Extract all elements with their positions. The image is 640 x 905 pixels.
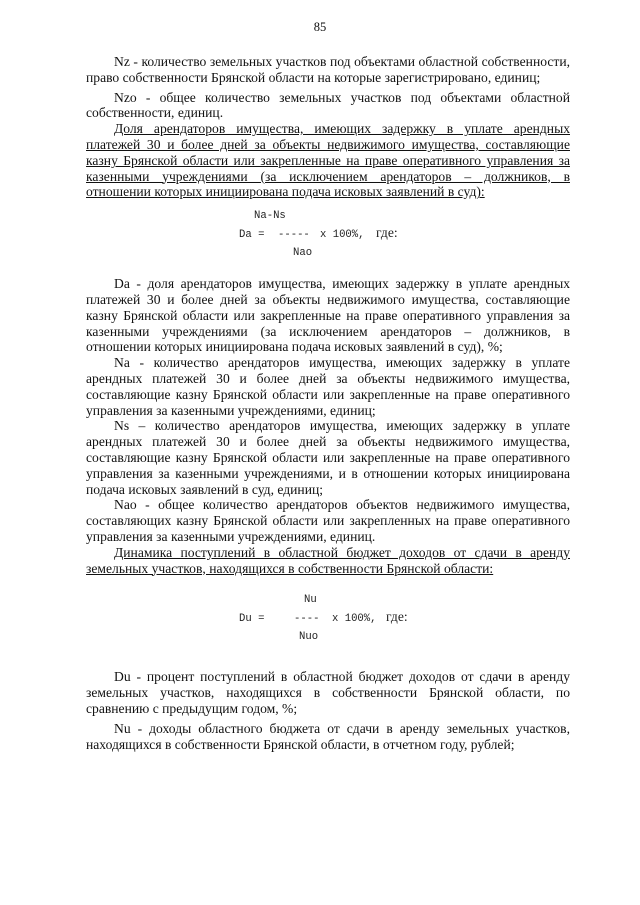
- formula-du-lhs: Du =: [239, 613, 265, 626]
- definition-na: Na - количество арендаторов имущества, имеющих задержку в уплате арендных платежей 30 и более дней за объекты недвижимого имущества, составляющие казну Брянской области или закрепленные на праве оперативного управления за казенными учреждениями, единиц;: [86, 355, 570, 418]
- heading-revenue-dynamics: [86, 545, 570, 577]
- formula-da-times: x 100%,: [320, 229, 365, 242]
- formula-da-numerator: Na-Ns: [254, 210, 286, 223]
- definition-nzo: Nzo - общее количество земельных участков под объектами областной собственности, единиц.: [86, 89, 570, 121]
- formula-da-denominator: Nao: [293, 247, 313, 260]
- heading-revenue-dynamics-text: Динамика поступлений в областной бюджет доходов от сдачи в аренду земельных участков, находящихся в собственности Брянской области:: [86, 544, 570, 576]
- formula-du-times: x 100%,: [332, 613, 377, 626]
- heading-tenants-share-text: Доля арендаторов имущества, имеющих задержку в уплате арендных платежей 30 и более дней за объекты недвижимого имущества, составляющие казну Брянской области или закрепленные на праве оперативного управления за казенными учреждениями (за исключением арендаторов – должников, в отношении которых инициирована подача исковых заявлений в суд):: [86, 121, 570, 200]
- definition-du: Du - процент поступлений в областной бюджет доходов от сдачи в аренду земельных участков, находящихся в собственности Брянской области, по сравнению с предыдущим годом, %;: [86, 669, 570, 716]
- formula-du-denominator: Nuo: [299, 631, 319, 644]
- formula-du-bar: ----: [294, 613, 320, 626]
- formula-du-where: где:: [386, 609, 408, 625]
- formula-du: [86, 593, 570, 651]
- page-number: 85: [313, 20, 327, 34]
- heading-tenants-share: [86, 121, 570, 200]
- definition-nao: Nao - общее количество арендаторов объектов недвижимого имущества, составляющих казну Брянской области или закрепленных на праве оперативного управления за казенными учреждениями, единиц.: [86, 497, 570, 544]
- formula-da-lhs: Da =: [239, 229, 265, 242]
- definition-da: Da - доля арендаторов имущества, имеющих задержку в уплате арендных платежей 30 и более дней за объекты недвижимого имущества, составляющие казну Брянской области или закрепленные на праве оперативного управления за казенными учреждениями (за исключением арендаторов – должников, в отношении которых инициирована подача исковых заявлений в суд), %;: [86, 276, 570, 355]
- definition-nu: Nu - доходы областного бюджета от сдачи в аренду земельных участков, находящихся в собственности Брянской области, в отчетном году, рублей;: [86, 720, 570, 752]
- formula-da: [86, 209, 570, 267]
- formula-da-where: где:: [376, 225, 398, 241]
- body-text: [86, 54, 570, 752]
- formula-da-bar: -----: [278, 229, 310, 242]
- definition-nz: Nz - количество земельных участков под объектами областной собственности, право собственности Брянской области на которые зарегистрировано, единиц;: [86, 54, 570, 85]
- definition-ns: Ns – количество арендаторов имущества, имеющих задержку в уплате арендных платежей 30 и более дней за объекты недвижимого имущества, составляющие казну Брянской области или закрепленные на праве оперативного управления за казенными учреждениями, и в отношении которых инициирована подача исковых заявлений в суд, единиц;: [86, 418, 570, 497]
- formula-du-numerator: Nu: [304, 594, 317, 607]
